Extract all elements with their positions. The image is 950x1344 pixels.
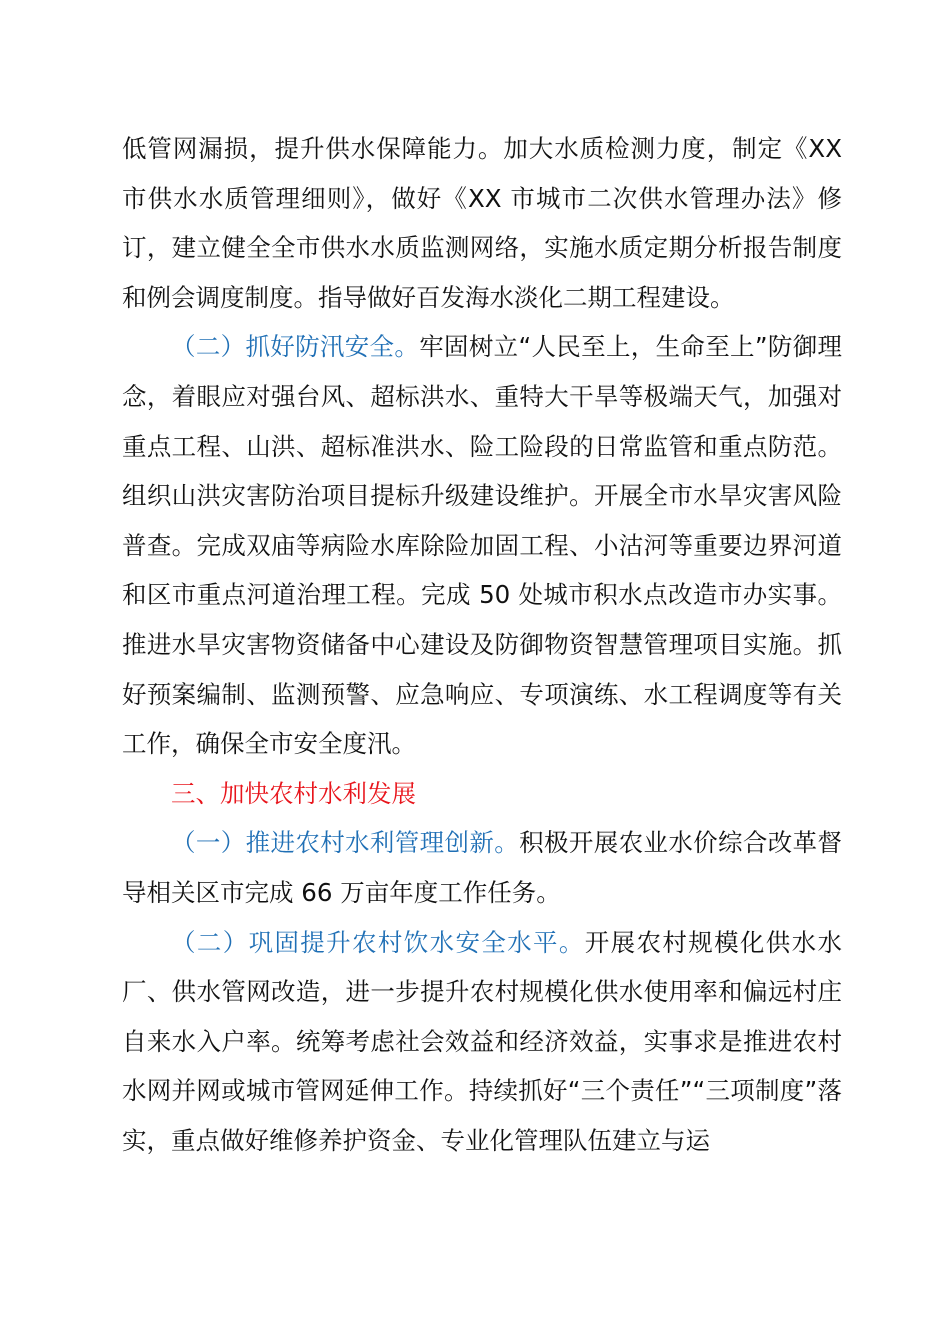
subheading-flood-control: （二）抓好防汛安全。 (171, 332, 420, 362)
paragraph-rural-drinking-water (122, 918, 842, 1166)
paragraph-rural-management (122, 818, 842, 917)
paragraph-rural-management-body: 积极开展农业水价综合改革督导相关区市完成 66 万亩年度工作任务。 (122, 828, 843, 907)
paragraph-flood-control (122, 322, 842, 768)
paragraph-water-quality: 低管网漏损，提升供水保障能力。加大水质检测力度，制定《XX 市供水水质管理细则》，做好《XX 市城市二次供水管理办法》修订，建立健全全市供水水质监测网络，实施水质定期分析报告制度和例会调度制度。指导做好百发海水淡化二期工程建设。 (122, 134, 842, 312)
paragraph-flood-control-body: 牢固树立“人民至上，生命至上”防御理念，着眼应对强台风、超标洪水、重特大干旱等极端天气，加强对重点工程、山洪、超标准洪水、险工险段的日常监管和重点防范。组织山洪灾害防治项目提标升级建设维护。开展全市水旱灾害风险普查。完成双庙等病险水库除险加固工程、小沽河等重要边界河道和区市重点河道治理工程。完成 50 处城市积水点改造市办实事。推进水旱灾害物资储备中心建设及防御物资智慧管理项目实施。抓好预案编制、监测预警、应急响应、专项演练、水工程调度等有关工作，确保全市安全度汛。 (122, 332, 843, 759)
subheading-rural-drinking-water: （二）巩固提升农村饮水安全水平。 (171, 927, 585, 957)
paragraph-rural-drinking-water-body: 开展农村规模化供水水厂、供水管网改造，进一步提升农村规模化供水使用率和偏远村庄自来水入户率。统筹考虑社会效益和经济效益，实事求是推进农村水网并网或城市管网延伸工作。持续抓好“三个责任”“三项制度”落实，重点做好维修养护资金、专业化管理队伍建立与运 (122, 927, 843, 1155)
document-page (122, 124, 842, 1165)
section-heading-rural-water: 三、加快农村水利发展 (171, 778, 416, 808)
subheading-rural-management: （一）推进农村水利管理创新。 (171, 828, 520, 858)
